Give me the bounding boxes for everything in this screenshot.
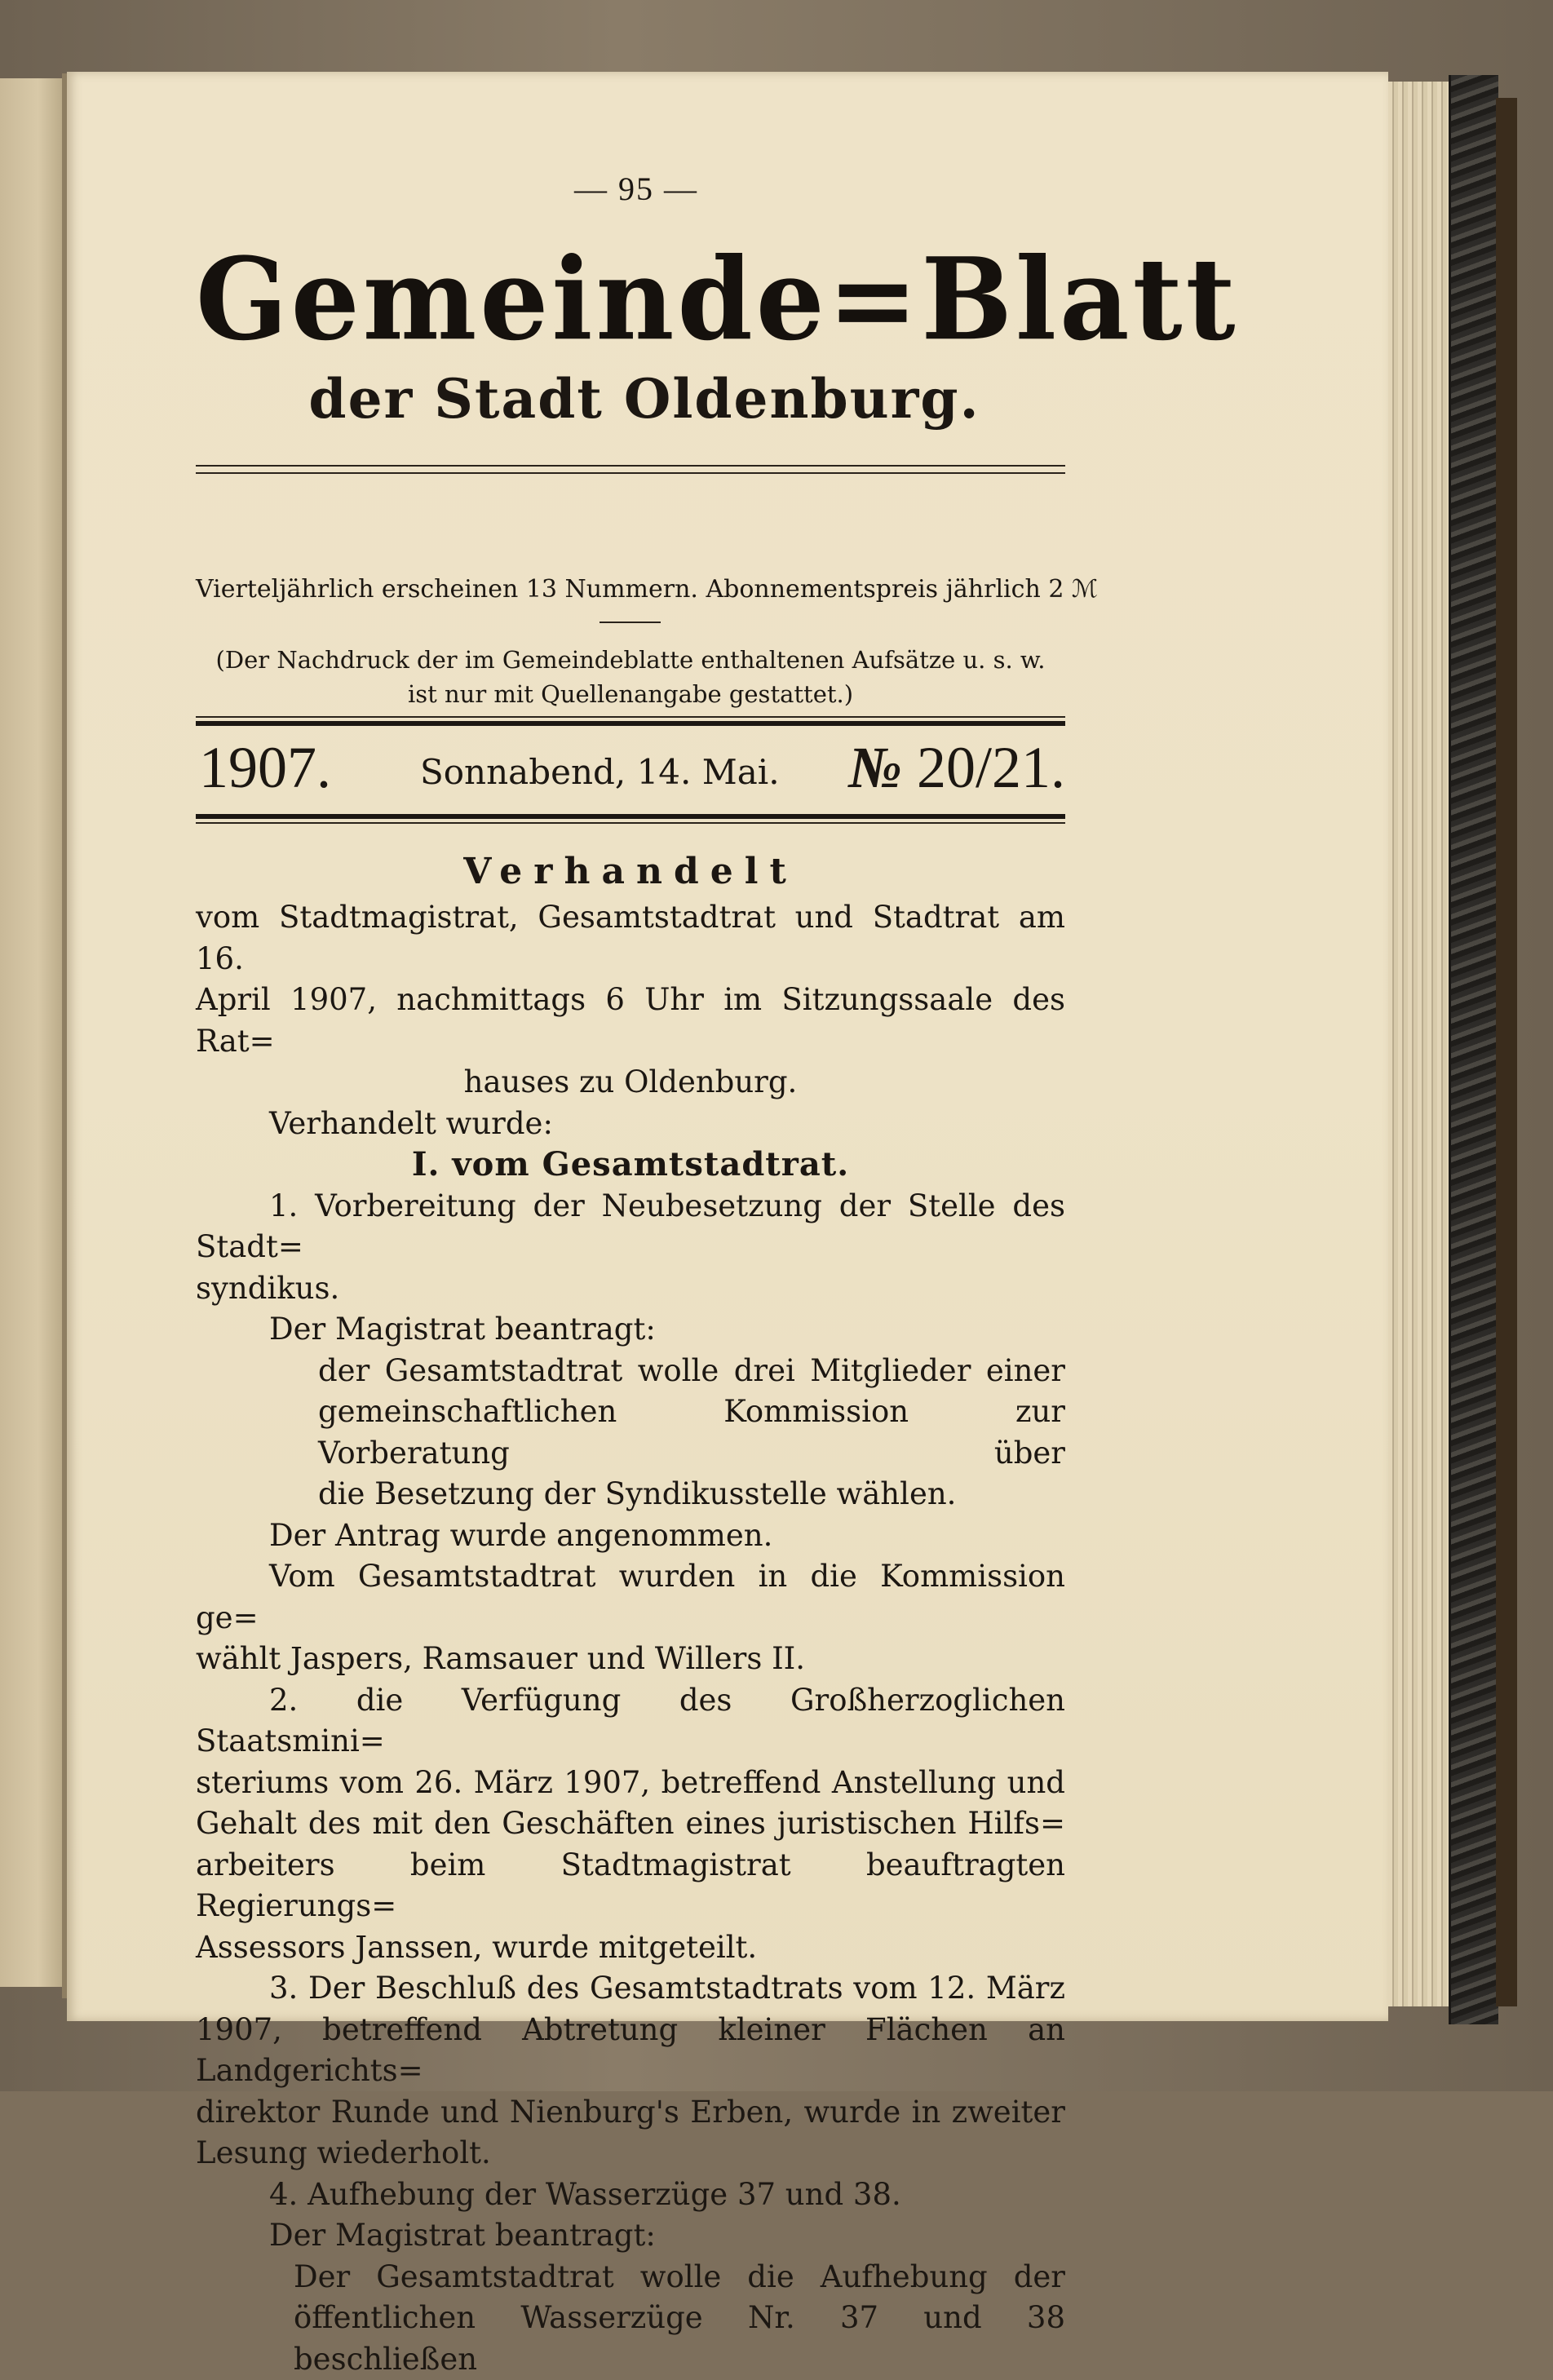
number-sign: №	[848, 735, 902, 800]
book-cover	[1449, 75, 1498, 2024]
item-2: 2. die Verfügung des Großherzoglichen Staatsmini=	[196, 1682, 1065, 1758]
issue-number-value: 20/21.	[916, 735, 1065, 800]
item-2-cont: Assessors Janssen, wurde mitgeteilt.	[196, 1929, 758, 1965]
book-cover-back	[1496, 98, 1517, 2006]
issue-rule-top-thin	[196, 716, 1065, 718]
item-3-cont: Lesung wiederholt.	[196, 2135, 491, 2170]
notice-line: ist nur mit Quellenangabe gestattet.)	[407, 680, 854, 708]
verhandelt-wurde: Verhandelt wurde:	[269, 1105, 553, 1141]
issue-number	[848, 734, 1065, 802]
commission-elected-cont: wählt Jaspers, Ramsauer und Willers II.	[196, 1641, 806, 1676]
item-2-cont: steriums vom 26. März 1907, betreffend Anstellung und	[196, 1764, 1065, 1800]
item-3-cont: direktor Runde und Nienburg's Erben, wurde in zweiter	[196, 2094, 1065, 2130]
masthead-subtitle: der Stadt Oldenburg.	[308, 367, 980, 431]
magistrat-proposal: Der Magistrat beantragt:	[269, 2218, 656, 2253]
masthead-rule	[196, 465, 1065, 474]
issue-rule-bottom-thin	[196, 822, 1065, 824]
item-2-cont: arbeiters beim Stadtmagistrat beauftragten Regierungs=	[196, 1847, 1065, 1923]
reprint-notice	[196, 643, 1065, 711]
intro-line: vom Stadtmagistrat, Gesamtstadtrat und Stadtrat am 16.	[196, 900, 1065, 976]
intro-line: hauses zu Oldenburg.	[463, 1064, 798, 1099]
item-3-cont: 1907, betreffend Abtretung kleiner Flächen an Landgerichts=	[196, 2011, 1065, 2088]
item-1: 1. Vorbereitung der Neubesetzung der Stelle des Stadt=	[196, 1188, 1065, 1264]
issue-rule-top-thick	[196, 721, 1065, 726]
motion-line: der Gesamtstadtrat wolle drei Mitglieder einer	[318, 1352, 1065, 1388]
item-3: 3. Der Beschluß des Gesamtstadtrats vom 12. März	[269, 1971, 1065, 2006]
section-title: I. vom Gesamtstadtrat.	[411, 1145, 850, 1183]
motion-accepted: Der Antrag wurde angenommen.	[269, 1517, 773, 1553]
page-edges	[1388, 82, 1449, 2006]
left-page-edge	[0, 78, 65, 1987]
article-body	[196, 848, 1065, 2380]
motion-line: Der Gesamtstadtrat wolle die Aufhebung der	[294, 2258, 1065, 2294]
magistrat-proposal: Der Magistrat beantragt:	[269, 1312, 656, 1347]
issue-line	[196, 734, 1065, 807]
issue-rule-bottom-thick	[196, 814, 1065, 819]
article-heading: Verhandelt	[463, 851, 798, 892]
short-divider	[600, 622, 661, 623]
commission-elected: Vom Gesamtstadtrat wurden in die Kommission ge=	[196, 1559, 1065, 1635]
issue-date: Sonnabend, 14. Mai.	[420, 752, 780, 792]
item-2-cont: Gehalt des mit den Geschäften eines juristischen Hilfs=	[196, 1806, 1065, 1841]
item-1-cont: syndikus.	[196, 1270, 340, 1306]
page-number: — 95 —	[574, 170, 698, 207]
intro-line: April 1907, nachmittags 6 Uhr im Sitzungssaale des Rat=	[196, 982, 1065, 1059]
motion-line: gemeinschaftlichen Kommission zur Vorberatung über	[318, 1394, 1065, 1471]
notice-line: (Der Nachdruck der im Gemeindeblatte enthaltenen Aufsätze u. s. w.	[215, 646, 1046, 674]
motion-line: die Besetzung der Syndikusstelle wählen.	[318, 1476, 957, 1511]
subscription-info: Vierteljährlich erscheinen 13 Nummern. Abonnementspreis jährlich 2 ℳ	[196, 575, 1099, 604]
masthead-title: Gemeinde=Blatt	[196, 233, 1239, 366]
motion-line: öffentlichen Wasserzüge Nr. 37 und 38 beschließen	[294, 2300, 1065, 2377]
issue-year: 1907.	[199, 735, 331, 800]
item-4: 4. Aufhebung der Wasserzüge 37 und 38.	[269, 2176, 901, 2212]
